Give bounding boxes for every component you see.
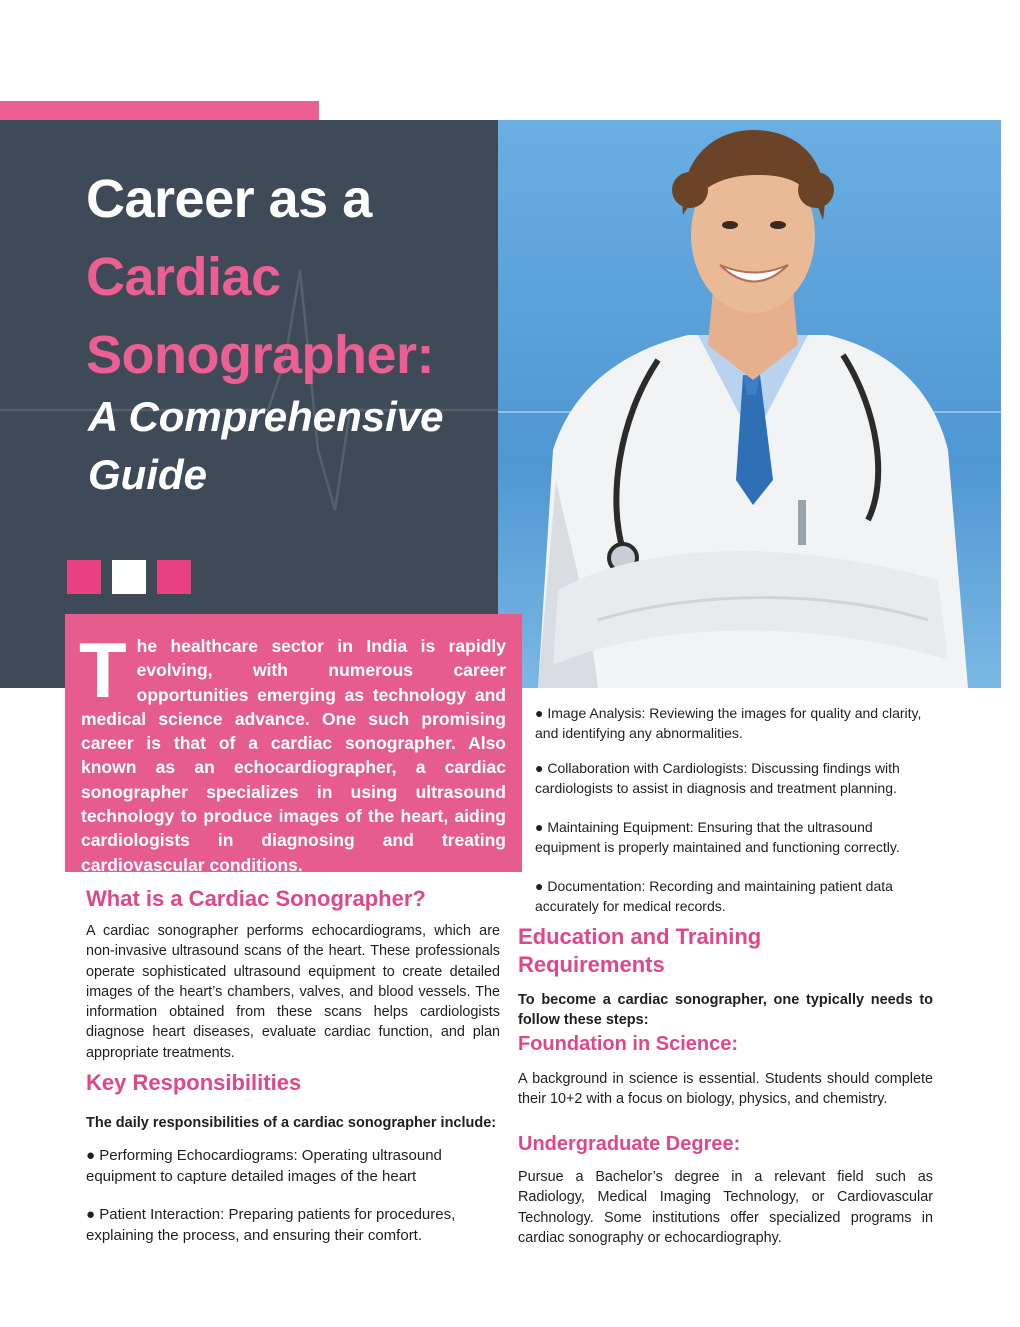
- doctor-illustration: [498, 120, 1001, 688]
- title-line-2: Cardiac: [86, 247, 281, 307]
- drop-cap: T: [79, 626, 127, 714]
- responsibility-item: ● Patient Interaction: Preparing patients for procedures, explaining the process, and ensuring their comfort.: [86, 1206, 456, 1244]
- education-intro: To become a cardiac sonographer, one typically needs to follow these steps:: [518, 992, 933, 1028]
- title-line-1: Career as a: [86, 169, 372, 229]
- education-heading-line-2: Requirements: [518, 952, 665, 977]
- responsibility-item: ● Image Analysis: Reviewing the images for quality and clarity, and identifying any abnormalities.: [535, 705, 922, 741]
- education-heading-line-1: Education and Training: [518, 924, 762, 949]
- accent-bar: [0, 101, 319, 120]
- decor-square-pink-2: [157, 560, 191, 594]
- subtitle-line-1: A Comprehensive: [88, 393, 444, 440]
- foundation-heading: Foundation in Science:: [518, 1033, 739, 1055]
- decor-square-white: [112, 560, 146, 594]
- foundation-text: A background in science is essential. Students should complete their 10+2 with a focus on biology, physics, and chemistry.: [518, 1071, 933, 1108]
- degree-heading: Undergraduate Degree:: [518, 1133, 741, 1155]
- responsibility-item: ● Documentation: Recording and maintaining patient data accurately for medical records.: [535, 878, 893, 914]
- responsibility-item: ● Collaboration with Cardiologists: Discussing findings with cardiologists to assist in diagnosis and treatment planning.: [535, 760, 900, 796]
- title-line-3: Sonographer:: [86, 325, 435, 385]
- page-subtitle: [88, 388, 444, 504]
- subtitle-line-2: Guide: [88, 451, 208, 498]
- responsibility-item: ● Maintaining Equipment: Ensuring that the ultrasound equipment is properly maintained and functioning correctly.: [535, 819, 900, 855]
- key-responsibilities-intro: The daily responsibilities of a cardiac sonographer include:: [86, 1115, 497, 1131]
- degree-text: Pursue a Bachelor’s degree in a relevant field such as Radiology, Medical Imaging Technology, or Cardiovascular Technology. Some institutions offer specialized programs in cardiac sonography or echocardiography.: [518, 1169, 933, 1246]
- responsibility-item: ● Performing Echocardiograms: Operating ultrasound equipment to capture detailed images of the heart: [86, 1147, 442, 1185]
- what-is-heading: What is a Cardiac Sonographer?: [86, 886, 426, 911]
- page-title: [86, 160, 434, 394]
- what-is-text: A cardiac sonographer performs echocardiograms, which are non-invasive ultrasound scans of the heart. These professionals operate sophisticated ultrasound equipment to create detailed images of the heart’s chambers, valves, and blood vessels. The information obtained from these scans helps cardiologists diagnose heart diseases, evaluate cardiac function, and plan appropriate treatments.: [86, 923, 500, 1061]
- intro-box: [65, 614, 522, 875]
- intro-text: he healthcare sector in India is rapidly evolving, with numerous career opportunities emerging as technology and medical science advance. One such promising career is that of a cardiac sonographer. Also known as an echocardiographer, a cardiac sonographer specializes in using ultrasound technology to produce images of the heart, aiding cardiologists in diagnosing and treating cardiovascular conditions.: [81, 636, 506, 875]
- education-heading: [518, 923, 761, 979]
- doctor-photo: [498, 120, 1001, 688]
- hero-panel: [0, 120, 498, 688]
- decor-square-pink-1: [67, 560, 101, 594]
- key-responsibilities-heading: Key Responsibilities: [86, 1070, 302, 1095]
